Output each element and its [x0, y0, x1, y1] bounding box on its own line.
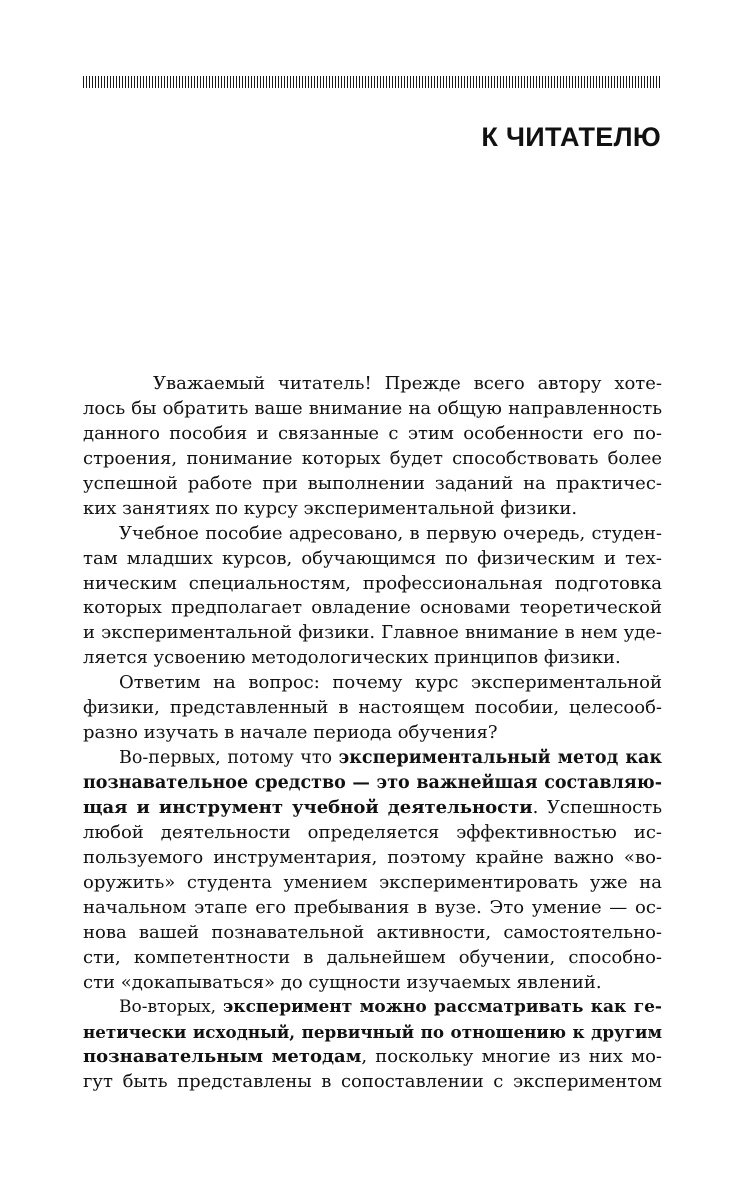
text-line: лось бы обратить ваше внимание на общую направленность: [83, 397, 662, 419]
text-line: физики, представленный в настоящем пособии, целесооб-: [83, 697, 662, 719]
page-title: К ЧИТАТЕЛЮ: [481, 122, 661, 152]
text-line: Во-первых, потому что экспериментальный метод как: [119, 748, 662, 769]
paragraph: [83, 522, 662, 672]
text-line: данного пособия и связанные с этим особенности его по-: [83, 422, 662, 444]
text-line: познавательное средство — это важнейшая составляю-: [83, 773, 662, 793]
text-line: нетически исходный, первичный по отношению к другим: [83, 1022, 662, 1043]
text-line: любой деятельности определяется эффективностью ис-: [83, 821, 662, 843]
text-line: и экспериментальной физики. Главное внимание в нем уде-: [83, 622, 662, 644]
paragraph: [83, 671, 662, 746]
text-line: разно изучать в начале периода обучения?: [83, 722, 498, 744]
text-line: пользуемого инструментария, поэтому крайне важно «во-: [83, 846, 662, 868]
text-line: Уважаемый читатель! Прежде всего автору хоте-: [153, 373, 662, 394]
text-line: ких занятиях по курсу экспериментальной физики.: [83, 497, 578, 519]
text-line: Ответим на вопрос: почему курс экспериментальной: [119, 672, 662, 694]
text-line: строения, понимание которых будет способствовать более: [83, 447, 662, 469]
text-line: нова вашей познавательной активности, самостоятельно-: [83, 921, 662, 943]
text-line: ляется усвоению методологических принципов физики.: [83, 647, 621, 669]
text-line: оружить» студента умением экспериментировать уже на: [83, 871, 662, 893]
paragraph: [83, 995, 662, 1095]
text-line: сти «докапываться» до сущности изучаемых явлений.: [83, 971, 602, 993]
text-line: Во-вторых, эксперимент можно рассматривать как ге-: [119, 997, 662, 1018]
hatched-rule-icon: [83, 76, 662, 88]
body-text: [83, 372, 662, 1095]
paragraph: [83, 746, 662, 995]
paragraph: [83, 372, 662, 522]
text-line: ническим специальностям, профессиональная подготовка: [83, 572, 662, 594]
text-line: Учебное пособие адресовано, в первую очередь, студен-: [119, 522, 662, 544]
text-line: гут быть представлены в сопоставлении с экспериментом: [83, 1071, 662, 1093]
text-line: начальном этапе его пребывания в вузе. Это умение — ос-: [83, 896, 662, 918]
text-line: там младших курсов, обучающимся по физическим и тех-: [83, 547, 662, 569]
text-line: которых предполагает овладение основами теоретической: [83, 597, 662, 619]
text-line: познавательным методам, поскольку многие из них мо-: [83, 1046, 662, 1068]
text-line: успешной работе при выполнении заданий на практичес-: [83, 472, 662, 494]
text-line: сти, компетентности в дальнейшем обучении, способно-: [83, 946, 662, 968]
text-line: щая и инструмент учебной деятельности. Успешность: [83, 796, 662, 818]
